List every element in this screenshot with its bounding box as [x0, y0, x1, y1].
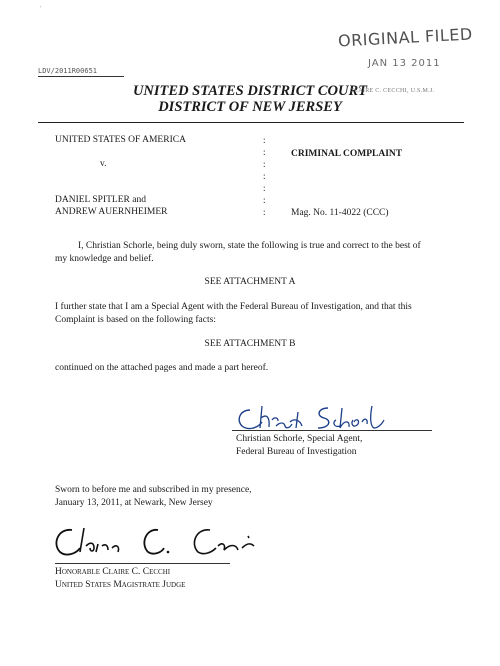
- judge-signature-line: [55, 563, 230, 564]
- agent-statement-line-2: Complaint is based on the following facts:: [55, 315, 216, 325]
- caption-colon: :: [263, 147, 266, 157]
- court-district: DISTRICT OF NEW JERSEY: [158, 99, 342, 115]
- judge-name: Honorable Claire C. Cecchi: [55, 567, 171, 577]
- judge-signature: [50, 522, 260, 562]
- caption-colon: :: [263, 159, 266, 169]
- caption-defendant-1: DANIEL SPITLER and: [55, 195, 146, 205]
- attachment-a-reference: SEE ATTACHMENT A: [204, 277, 296, 287]
- court-name: UNITED STATES DISTRICT COURT: [132, 83, 368, 99]
- attachment-b-reference: SEE ATTACHMENT B: [204, 339, 296, 349]
- sworn-statement-line-2: January 13, 2011, at Newark, New Jersey: [55, 498, 213, 508]
- caption-top-rule: [38, 122, 464, 123]
- doc-id-underline: [38, 76, 124, 77]
- judge-initials-stamp: CLAIRE C. CECCHI, U.S.M.J.: [350, 88, 435, 94]
- magistrate-number: Mag. No. 11-4022 (CCC): [291, 208, 389, 218]
- caption-colon: :: [263, 135, 266, 145]
- document-type: CRIMINAL COMPLAINT: [291, 149, 403, 159]
- scan-mark: ': [40, 6, 42, 12]
- caption-colon: :: [263, 183, 266, 193]
- affiant-signature-line: [232, 430, 432, 431]
- caption-colon: :: [263, 195, 266, 205]
- affiant-agency: Federal Bureau of Investigation: [236, 447, 357, 457]
- filed-date-stamp: JAN 13 2011: [368, 58, 441, 69]
- caption-versus: v.: [100, 159, 107, 169]
- oath-statement-line-2: my knowledge and belief.: [55, 254, 154, 264]
- affiant-name-title: Christian Schorle, Special Agent,: [236, 434, 363, 444]
- document-id: LDV/2011R00651: [38, 67, 98, 75]
- original-filed-stamp: ORIGINAL FILED: [337, 24, 474, 51]
- continued-statement: continued on the attached pages and made a part hereof.: [55, 363, 269, 373]
- sworn-statement-line-1: Sworn to before me and subscribed in my presence,: [55, 485, 252, 495]
- caption-colon: :: [263, 207, 266, 217]
- oath-statement-line-1: I, Christian Schorle, being duly sworn, state the following is true and correct to the best of: [78, 241, 421, 251]
- judge-title: United States Magistrate Judge: [55, 580, 186, 590]
- agent-statement-line-1: I further state that I am a Special Agent with the Federal Bureau of Investigation, and that this: [55, 302, 412, 312]
- caption-colon: :: [263, 171, 266, 181]
- caption-plaintiff: UNITED STATES OF AMERICA: [55, 135, 186, 145]
- caption-defendant-2: ANDREW AUERNHEIMER: [55, 207, 168, 217]
